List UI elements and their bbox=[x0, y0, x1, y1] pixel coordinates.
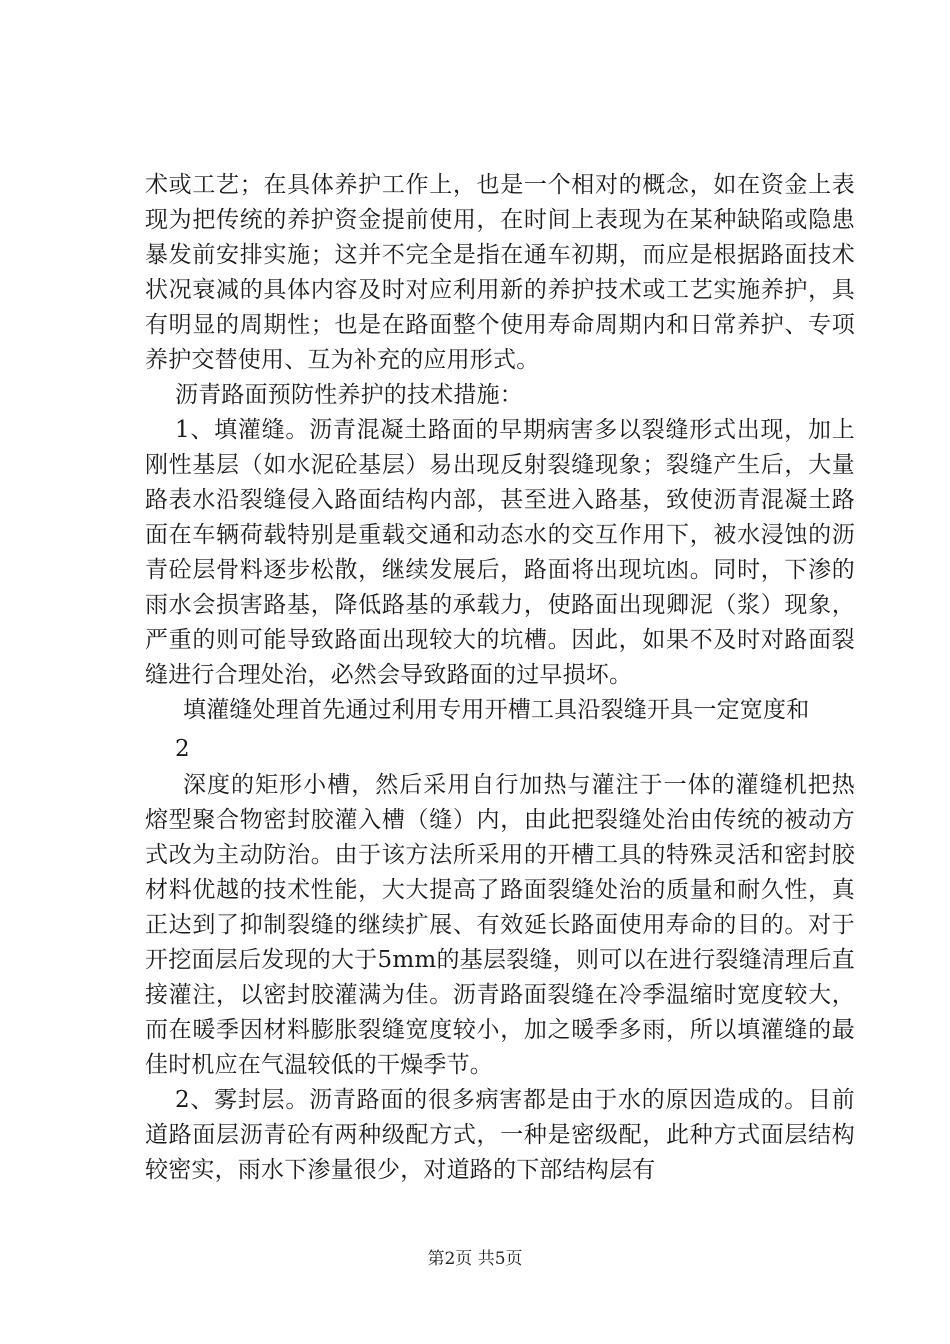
paragraph-crack-sealing: 1、填灌缝。沥青混凝土路面的早期病害多以裂缝形式出现，加上刚性基层（如水泥砼基层）易出现反射裂缝现象；裂缝产生后，大量路表水沿裂缝侵入路面结构内部，甚至进入路基，致使沥青混凝土路面在车辆荷载特别是重载交通和动态水的交互作用下，被水浸蚀的沥青砼层骨料逐步松散，继续发展后，路面将出现坑凼。同时，下渗的雨水会损害路基，降低路基的承载力，使路面出现卿泥（浆）现象，严重的则可能导致路面出现较大的坑槽。因此，如果不及时对路面裂缝进行合理处治，必然会导致路面的过早损坏。 bbox=[145, 417, 855, 688]
paragraph-crack-sealing-detail: 深度的矩形小槽，然后采用自行加热与灌注于一体的灌缝机把热熔型聚合物密封胶灌入槽（缝）内，由此把裂缝处治由传统的被动方式改为主动防治。由于该方法所采用的开槽工具的特殊灵活和密封胶材料优越的技术性能，大大提高了路面裂缝处治的质量和耐久性，真正达到了抑制裂缝的继续扩展、有效延长路面使用寿命的目的。对于开挖面层后发现的大于5mm的基层裂缝，则可以在进行裂缝清理后直接灌注，以密封胶灌满为佳。沥青路面裂缝在冷季温缩时宽度较大，而在暖季因材料膨胀裂缝宽度较小，加之暖季多雨，所以填灌缝的最佳时机应在气温较低的干燥季节。 bbox=[145, 772, 855, 1078]
paragraph-measures-heading: 沥青路面预防性养护的技术措施： bbox=[175, 382, 523, 408]
paragraph-fog-seal: 2、雾封层。沥青路面的很多病害都是由于水的原因造成的。目前道路面层沥青砼有两种级配方式，一种是密级配，此种方式面层结构较密实，雨水下渗量很少，对道路的下部结构层有 bbox=[145, 1087, 855, 1183]
inline-page-number: 2 bbox=[175, 736, 190, 762]
paragraph-intro-continuation: 术或工艺；在具体养护工作上，也是一个相对的概念，如在资金上表现为把传统的养护资金提前使用，在时间上表现为在某种缺陷或隐患暴发前安排实施；这并不完全是指在通车初期，而应是根据路面技术状况衰减的具体内容及时对应利用新的养护技术或工艺实施养护，具有明显的周期性；也是在路面整个使用寿命周期内和日常养护、专项养护交替使用、互为补充的应用形式。 bbox=[145, 172, 855, 373]
page-footer: 第2页 共5页 bbox=[427, 1249, 523, 1269]
document-body bbox=[145, 168, 855, 1188]
paragraph-crack-sealing-process: 填灌缝处理首先通过利用专用开槽工具沿裂缝开具一定宽度和 bbox=[183, 697, 810, 723]
